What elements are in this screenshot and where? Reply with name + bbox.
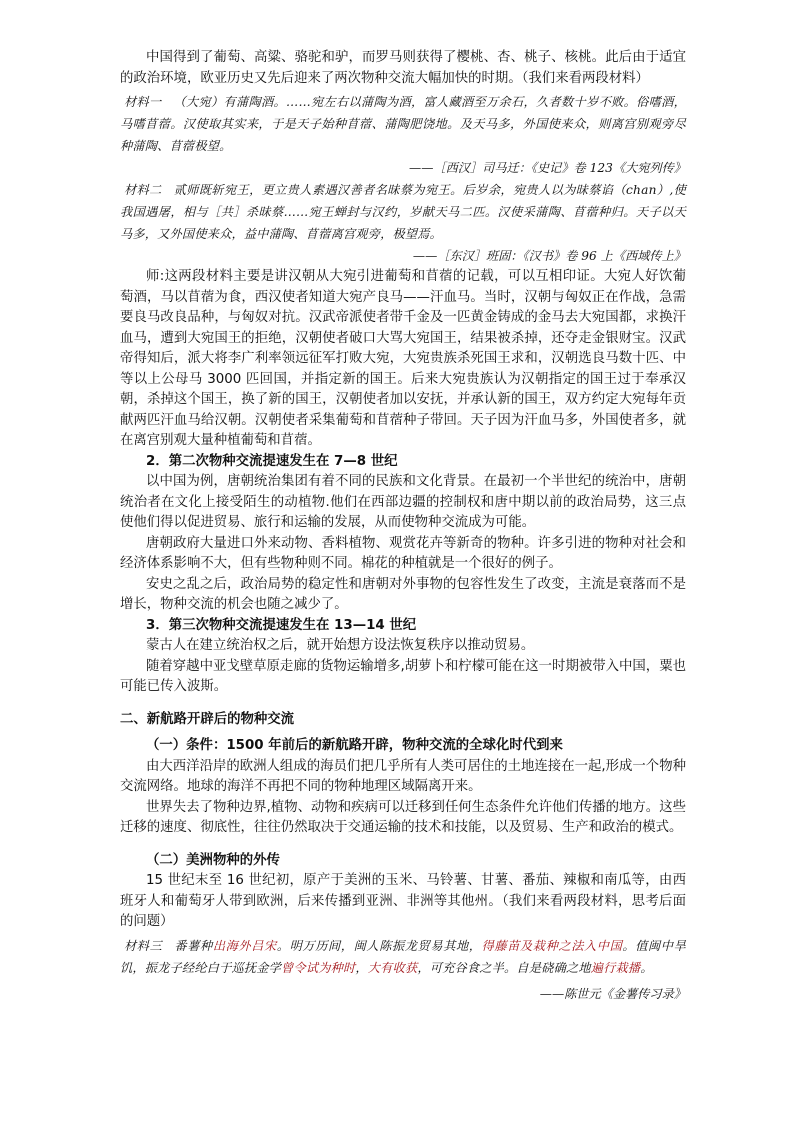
paragraph-sub1a: 由大西洋沿岸的欧洲人组成的海员们把几乎所有人类可居住的土地连接在一起,形成一个物种交流网络。地球的海洋不再把不同的物种地理区域隔离开来。: [120, 758, 686, 794]
paragraph-sub2a: 15 世纪末至 16 世纪初，原产于美洲的玉米、马铃薯、甘薯、番茄、辣椒和南瓜等，由西班牙人和葡萄牙人带到欧洲，后来传播到亚洲、非洲等其他州。（我们来看两段材料，思考后面的问题）: [120, 873, 686, 929]
material-three-seg5: 。值闽中旱饥，振龙子经纶白于巡抚金学: [120, 938, 686, 975]
paragraph-2c: 安史之乱之后，政治局势的稳定性和唐朝对外事物的包容性发生了改变，主流是衰落而不是增长，物种交流的机会也随之减少了。: [120, 576, 686, 612]
paragraph-3b: 随着穿越中亚戈壁草原走廊的货物运输增多,胡萝卜和柠檬可能在这一时期被带入中国，粟也可能已传入波斯。: [120, 658, 686, 694]
material-three-source: ——陈世元《金薯传习录》: [539, 986, 686, 1001]
material-three-seg7: ，: [355, 960, 368, 975]
subsection-two-heading: （二）美洲物种的外传: [146, 852, 280, 868]
material-three-seg2: 出海外吕宋: [212, 938, 277, 953]
heading-second-exchange: 2．第二次物种交流提速发生在 7—8 世纪: [146, 453, 398, 469]
teacher-paragraph: 师:这两段材料主要是讲汉朝从大宛引进葡萄和苜蓿的记载，可以互相印证。大宛人好饮葡萄酒，马以苜蓿为食，西汉使者知道大宛产良马——汗血马。当时，汉朝与匈奴正在作战，急需要良马改良品种，与匈奴对抗。汉武帝派使者带千金及一匹黄金铸成的金马去大宛国都，求换汗血马，遭到大宛国王的拒绝，汉朝使者破口大骂大宛国王，结果被杀掉，还夺走金银财宝。汉武帝得知后，派大将李广利率领远征军打败大宛，大宛贵族杀死国王求和，汉朝选良马数十匹、中等以上公母马 3000 匹回国，并指定新的国王。后来大宛贵族认为汉朝指定的国王过于奉承汉朝，杀掉这个国王，换了新的国王，汉朝使者加以安抚，并承认新的国王，双方约定大宛每年贡献两匹汗血马给汉朝。汉朝使者采集葡萄和苜蓿种子带回。天子因为汗血马多，外国使者多，就在离宫别观大量种植葡萄和苜蓿。: [120, 269, 686, 448]
paragraph-3a: 蒙古人在建立统治权之后，就开始想方设法恢复秩序以推动贸易。: [146, 638, 535, 653]
material-three-seg11: 。: [640, 960, 653, 975]
paragraph-2a: 以中国为例，唐朝统治集团有着不同的民族和文化背景。在最初一个半世纪的统治中，唐朝统治者在文化上接受陌生的动植物.他们在西部边疆的控制权和唐中期以前的政治局势，这三点使他们得以促进贸易、旅行和运输的发展，从而使物种交流成为可能。: [120, 474, 686, 530]
material-two: [120, 179, 686, 245]
material-three-seg9: ，可充谷食之半。自是硗确之地: [417, 960, 591, 975]
document-page: [120, 48, 686, 1005]
material-two-text: 贰师既斩宛王，更立贵人素遇汉善者名昧蔡为宛王。后岁余，宛贵人以为昧蔡谄（chan）,使我国遇屠，相与［共］杀昧蔡……宛王蝉封与汉约，岁献天马二匹。汉使采蒲陶、苜蓿种归。天子以天马多，又外国使来众，益中蒲陶、苜蓿离宫观旁，极望焉。: [120, 183, 686, 241]
material-three-label: 材料三: [124, 938, 163, 953]
material-one-source: ——［西汉］司马迁：《史记》卷 123《大宛列传》: [409, 161, 686, 175]
intro-paragraph: 中国得到了葡萄、高粱、骆驼和驴，而罗马则获得了樱桃、杏、桃子、核桃。此后由于适宜的政治环境，欧亚历史又先后迎来了两次物种交流大幅加快的时期。（我们来看两段材料）: [120, 50, 686, 86]
paragraph-2b: 唐朝政府大量进口外来动物、香料植物、观赏花卉等新奇的物种。许多引进的物种对社会和经济体系影响不大，但有些物种则不同。棉花的种植就是一个很好的例子。: [120, 535, 686, 571]
heading-third-exchange: 3．第三次物种交流提速发生在 13—14 世纪: [146, 617, 417, 633]
material-three-seg1: 番薯种: [174, 938, 213, 953]
material-three-seg4: 得藤苗及栽种之法入中国: [481, 938, 623, 953]
material-three-seg3: 。明万历间，闽人陈振龙贸易其地，: [276, 938, 482, 953]
material-two-label: 材料二: [124, 183, 162, 197]
section-two-heading: 二、新航路开辟后的物种交流: [120, 711, 295, 727]
material-one-text: （大宛）有蒲陶酒。……宛左右以蒲陶为酒，富人藏酒至万余石，久者数十岁不败。俗嗜酒，马嗜苜蓿。汉使取其实来，于是天子始种苜蓿、蒲陶肥饶地。及天马多，外国使来众，则离宫别观旁尽种蒲陶、苜蓿极望。: [120, 95, 686, 153]
subsection-one-heading: （一）条件：1500 年前后的新航路开辟，物种交流的全球化时代到来: [146, 738, 563, 753]
material-one: [120, 91, 686, 157]
material-three: [120, 935, 686, 979]
material-three-seg6: 曾令试为种时: [281, 960, 356, 975]
material-three-seg8: 大有收获: [367, 960, 418, 975]
material-three-seg10: 遍行栽播: [590, 960, 641, 975]
paragraph-sub1b: 世界失去了物种边界,植物、动物和疾病可以迁移到任何生态条件允许他们传播的地方。这些迁移的速度、彻底性，往往仍然取决于交通运输的技术和技能，以及贸易、生产和政治的模式。: [120, 799, 686, 835]
material-one-label: 材料一: [124, 95, 162, 109]
material-two-source: ——［东汉］班固：《汉书》卷 96 上《西域传上》: [412, 249, 686, 263]
